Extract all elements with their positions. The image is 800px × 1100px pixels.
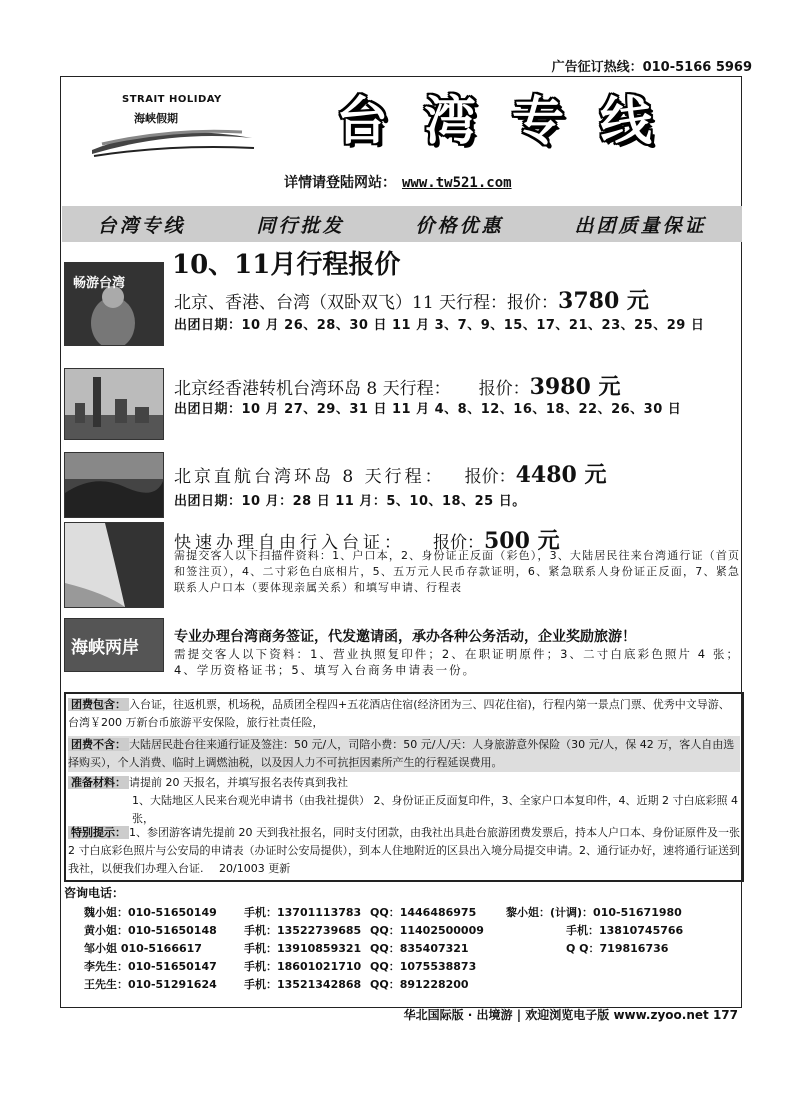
business-requirements: 需提交客人以下资料：1、营业执照复印件；2、在职证明原件；3、二寸白底彩色照片 4 张；4、学历资格证书；5、填写入台商务申请表一份。: [174, 647, 740, 677]
slogan-bar: [62, 206, 742, 242]
price-label: 报价：: [478, 379, 530, 399]
route-text: 北京经香港转机台湾环岛 8 天行程：: [174, 379, 451, 399]
business-headline: 专业办理台湾商务签证，代发邀请函，承办各种公务活动，企业奖励旅游！: [174, 629, 636, 645]
tips-row: [68, 824, 740, 878]
fee-exclude-row: [68, 736, 740, 772]
contact-mobile: 手机：13910859321: [244, 942, 362, 955]
trip-route: [174, 284, 649, 315]
contact-qq: QQ：1446486975: [370, 906, 477, 919]
tips-text: 1、参团游客请先提前 20 天到我社报名，同时支付团款，由我社出具赴台旅游团费发票后，持本人户口本、身份证原件及一张 2 寸白底彩色照片与公安局的申请表（办证时公安局提供），到本人住地附近的区县出入境分局提交申请。2、通行证办好，速将通行证送到我社，以便我们办理入台证.: [68, 826, 740, 875]
trip-dates: 出团日期：10 月 27、29、31 日 11 月 4、8、12、16、18、22、26、30 日: [174, 402, 682, 417]
page-title: [274, 94, 714, 152]
website-label: 详情请登陆网站：: [284, 175, 396, 191]
prep-row: [68, 774, 740, 828]
contact-name: 李先生：010-51650147: [84, 960, 217, 973]
title-char: 台: [335, 92, 388, 152]
slogan-item: 同行批发: [256, 214, 345, 237]
route-text: 北京直航台湾环岛 8 天行程：: [174, 467, 445, 487]
sunset-landscape-image: [64, 452, 164, 518]
period-heading: 10、11月行程报价: [172, 250, 401, 280]
fee-info-box: [64, 692, 744, 882]
exclude-text: 大陆居民赴台往来通行证及签注：50 元/人，司陪小费：50 元/人/天：人身旅游意外保险（30 元/人，保 42 万，客人自由选择购买），个人消费、临时上调燃油税，以及因人力不可抗拒因素所产生的行程延误费用。: [68, 738, 735, 769]
price-label: 报价：: [433, 533, 484, 553]
contact-qq: QQ：891228200: [370, 978, 469, 991]
trip-route: [174, 370, 621, 401]
trip-dates: 出团日期：10 月 26、28、30 日 11 月 3、7、9、15、17、21、23、25、29 日: [174, 318, 705, 333]
contact-name: 王先生：010-51291624: [84, 978, 217, 991]
contact-mobile: 手机：13521342868: [244, 978, 362, 991]
contact-qq: QQ：11402500009: [370, 924, 484, 937]
price-value: 3780 元: [558, 288, 649, 314]
prep-detail: 1、大陆地区人民来台观光申请书（由我社提供） 2、身份证正反面复印件，3、全家户口本复印件，4、近期 2 寸白底彩照 4 张，: [132, 794, 738, 825]
contact-name: 黎小姐：(计调)：010-51671980: [506, 906, 682, 919]
route-text: 北京、香港、台湾（双卧双飞）11 天行程：: [174, 293, 508, 313]
contact-name: 邹小姐 010-5166617: [84, 942, 202, 955]
include-label: 团费包含：: [68, 698, 129, 711]
website-link[interactable]: www.tw521.com: [402, 175, 512, 191]
prep-text: 请提前 20 天报名，并填写报名表传真到我社: [129, 776, 348, 789]
city-skyline-image: [64, 368, 164, 440]
price-label: 报价：: [464, 467, 516, 487]
contact-qq: QQ：835407321: [370, 942, 469, 955]
taiwan-poster-image: [64, 262, 164, 346]
prep-label: 准备材料：: [68, 776, 129, 789]
trip-dates: 出团日期：10 月：28 日 11 月：5、10、18、25 日。: [174, 494, 526, 509]
ad-hotline: 广告征订热线：010-5166 5969: [551, 60, 752, 75]
strait-logo-image: [64, 618, 164, 672]
exclude-label: 团费不含：: [68, 738, 129, 751]
price-value: 4480 元: [515, 462, 607, 488]
coastal-cliff-image: [64, 522, 164, 608]
page-footer: 华北国际版 · 出境游 | 欢迎浏览电子版 www.zyoo.net 177: [403, 1008, 738, 1022]
contacts-heading: 咨询电话：: [64, 886, 125, 900]
contact-mobile: 手机：13810745766: [566, 924, 684, 937]
logo-text-cn: 海峡假期: [134, 112, 178, 125]
contact-qq: QQ：1075538873: [370, 960, 477, 973]
slogan-item: 出团质量保证: [574, 214, 707, 237]
price-value: 500 元: [484, 528, 560, 554]
poster-caption: 畅游台湾: [73, 276, 126, 291]
contact-qq: Q Q：719816736: [566, 942, 669, 955]
contact-mobile: 手机：13522739685: [244, 924, 362, 937]
tips-label: 特别提示：: [68, 826, 129, 839]
contact-mobile: 手机：18601021710: [244, 960, 362, 973]
contact-name: 黄小姐：010-51650148: [84, 924, 217, 937]
title-char: 湾: [423, 92, 476, 152]
strait-caption: 海峡两岸: [71, 638, 139, 658]
contact-name: 魏小姐：010-51650149: [84, 906, 217, 919]
fee-include-row: [68, 696, 740, 732]
contact-mobile: 手机：13701113783: [244, 906, 362, 919]
route-text: 快速办理自由行入台证：: [174, 533, 405, 553]
slogan-item: 台湾专线: [97, 214, 186, 237]
website-line: [284, 172, 512, 192]
price-label: 报价：: [507, 293, 559, 313]
title-char: 线: [600, 92, 653, 152]
price-value: 3980 元: [529, 374, 621, 400]
strait-holiday-logo: [82, 92, 262, 162]
slogan-item: 价格优惠: [415, 214, 504, 237]
title-char: 专: [512, 92, 565, 152]
trip-route: [174, 458, 607, 489]
update-note: 20/1003 更新: [219, 862, 291, 875]
visa-requirements: 需提交客人以下扫描件资料：1、户口本，2、身份证正反面（彩色），3、大陆居民往来台湾通行证（首页和签注页），4、二寸彩色白底相片，5、五万元人民币存款证明，6、紧急联系人身份证正反面，7、紧急联系人户口本（要体现亲属关系）和填写申请、行程表: [174, 549, 740, 594]
include-text: 入台证，往返机票，机场税，品质团全程四+五花酒店住宿(经济团为三、四花住宿)，行程内第一景点门票、优秀中文导游、台湾￥200 万新台币旅游平安保险，旅行社责任险，: [68, 698, 730, 729]
logo-text-en: STRAIT HOLIDAY: [122, 94, 222, 105]
